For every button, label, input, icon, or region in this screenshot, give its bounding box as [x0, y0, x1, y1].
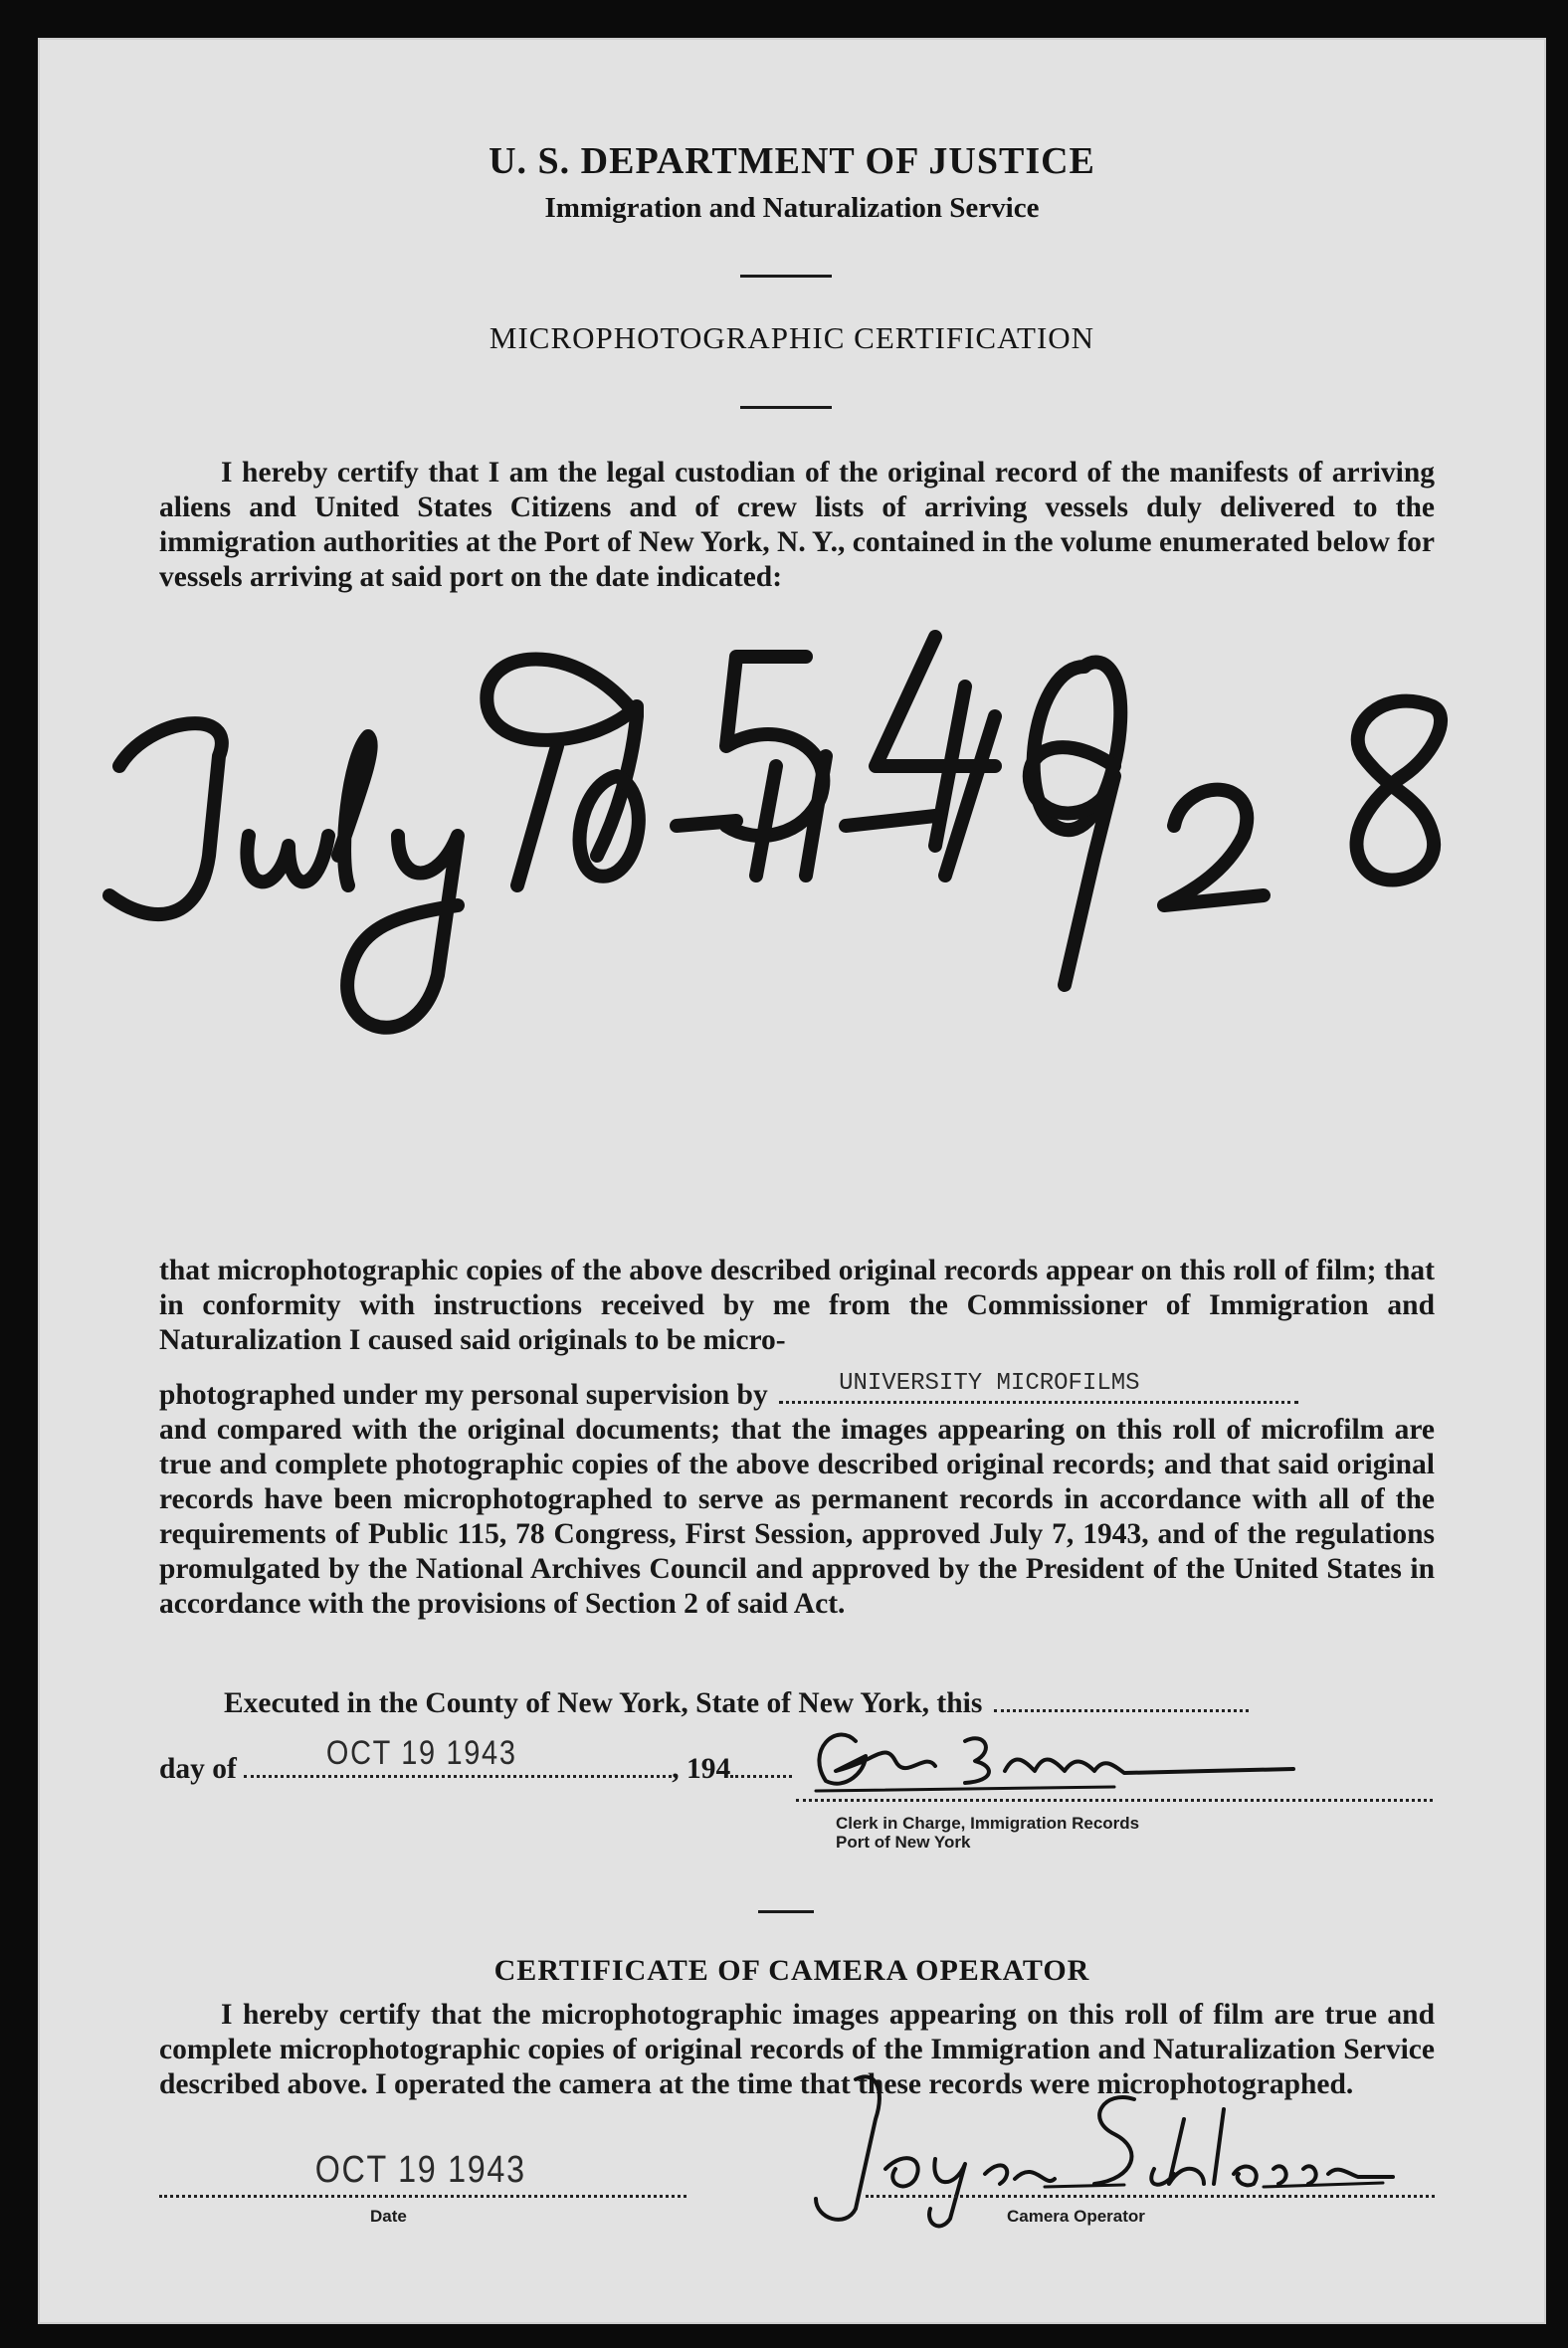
- divider-rule: [740, 406, 832, 409]
- clerk-title-line2: Port of New York: [836, 1833, 971, 1852]
- operator-date-line: [159, 2195, 686, 2198]
- day-of-label: day of: [159, 1753, 237, 1785]
- supervision-prefix: photographed under my personal supervision by: [159, 1379, 768, 1411]
- clerk-title-line1: Clerk in Charge, Immigration Records: [836, 1814, 1140, 1833]
- certification-paragraph-part1: that microphotographic copies of the above described original records appear on this roll of film; that in conformity with instructions received by me from the Commissioner of Immigration and Naturalization I caused said originals to be micro-: [159, 1255, 1435, 1356]
- divider-rule: [758, 1910, 814, 1913]
- clerk-signature-line: [796, 1799, 1433, 1802]
- operator-signature-line: [866, 2195, 1435, 2198]
- divider-rule: [740, 275, 832, 278]
- department-title: U. S. DEPARTMENT OF JUSTICE: [489, 140, 1095, 182]
- execution-stamped-date: OCT 19 1943: [326, 1734, 517, 1772]
- handwritten-volume-dates: [40, 597, 1544, 1194]
- microfilm-company-stamp: UNIVERSITY MICROFILMS: [839, 1370, 1140, 1397]
- operator-stamped-date: OCT 19 1943: [314, 2149, 526, 2191]
- year-prefix: , 194: [672, 1753, 731, 1785]
- operator-signature: [766, 2059, 1403, 2229]
- microfilm-company-field: [779, 1370, 1298, 1404]
- certification-paragraph-part2: and compared with the original documents; that the images appearing on this roll of microfilm are true and complete photographic copies of the above described original records; and that said original records have been microphotographed to serve as permanent records in accordance with all of the requirements of Public 115, 78 Congress, First Session, approved July 7, 1943, and of the regulations promulgated by the National Archives Council and approved by the President of the United States in accordance with the provisions of Section 2 of said Act.: [159, 1414, 1435, 1620]
- year-field: [730, 1749, 792, 1778]
- executed-day-field: [994, 1683, 1249, 1712]
- service-subtitle: Immigration and Naturalization Service: [544, 192, 1040, 224]
- certification-heading: MICROPHOTOGRAPHIC CERTIFICATION: [489, 320, 1095, 355]
- handwritten-dates: [109, 701, 1441, 1028]
- certificate-page: [38, 38, 1546, 2324]
- camera-operator-paragraph: I hereby certify that the microphotographic images appearing on this roll of film are true and complete microphotographic copies of original records of the Immigration and Naturalization Service described above. I operated the camera at the time that these records were microphotographed.: [159, 1999, 1435, 2100]
- clerk-signature: [796, 1711, 1353, 1801]
- date-label: Date: [370, 2207, 407, 2226]
- camera-operator-label: Camera Operator: [1007, 2207, 1145, 2226]
- executed-text: Executed in the County of New York, State of New York, this: [224, 1687, 983, 1719]
- camera-operator-heading: CERTIFICATE OF CAMERA OPERATOR: [493, 1954, 1090, 1987]
- day-of-field: [244, 1734, 672, 1778]
- clerk-title: [836, 1814, 1139, 1852]
- day-of-line: [159, 1734, 792, 1786]
- intro-paragraph: I hereby certify that I am the legal custodian of the original record of the manifests of arriving aliens and United States Citizens and of crew lists of arriving vessels duly delivered to the immigration authorities at the Port of New York, N. Y., contained in the volume enumerated below for vessels arriving at said port on the date indicated:: [159, 457, 1435, 593]
- supervision-line: [159, 1370, 1298, 1412]
